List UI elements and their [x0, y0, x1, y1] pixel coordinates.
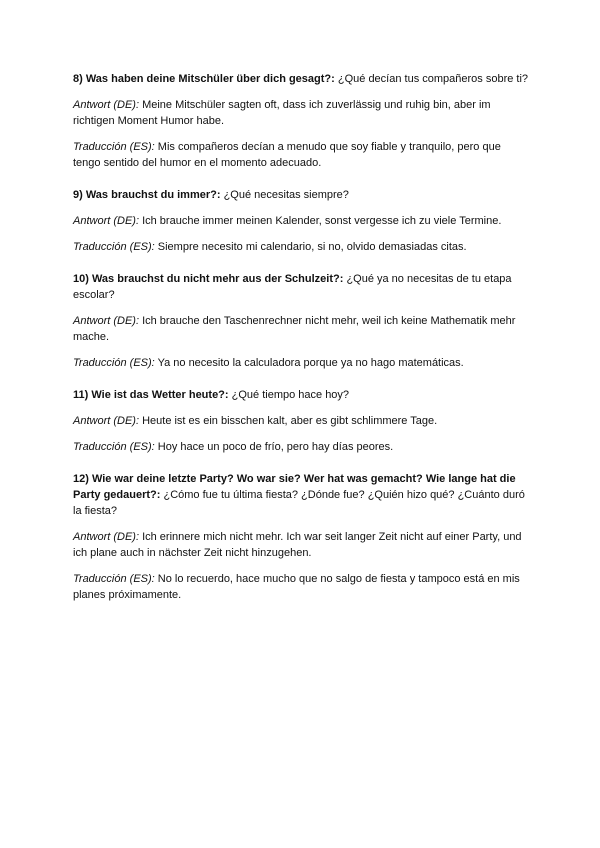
question	[73, 271, 531, 303]
qa-item-11	[73, 387, 531, 455]
question-es: ¿Qué tiempo hace hoy?	[231, 389, 350, 401]
translation	[73, 239, 531, 255]
question-de: 11) Wie ist das Wetter heute?:	[73, 389, 229, 401]
question	[73, 187, 531, 203]
answer-label: Antwort (DE):	[73, 531, 140, 543]
question-de: 9) Was brauchst du immer?:	[73, 189, 221, 201]
translation-text: Ya no necesito la calculadora porque ya no hago matemáticas.	[157, 357, 464, 369]
translation-text: No lo recuerdo, hace mucho que no salgo de fiesta y tampoco está en mis planes próximamente.	[73, 573, 520, 601]
answer	[73, 213, 531, 229]
translation	[73, 571, 531, 603]
question-es: ¿Cómo fue tu última fiesta? ¿Dónde fue? ¿Quién hizo qué? ¿Cuánto duró la fiesta?	[73, 489, 525, 517]
answer	[73, 313, 531, 345]
question-es: ¿Qué necesitas siempre?	[223, 189, 349, 201]
answer-text: Meine Mitschüler sagten oft, dass ich zuverlässig und ruhig bin, aber im richtigen Moment Humor habe.	[73, 99, 491, 127]
answer-text: Ich erinnere mich nicht mehr. Ich war seit langer Zeit nicht auf einer Party, und ich plane auch in nächster Zeit nicht hinzugehen.	[73, 531, 522, 559]
question-de: 8) Was haben deine Mitschüler über dich gesagt?:	[73, 73, 335, 85]
translation-text: Mis compañeros decían a menudo que soy fiable y tranquilo, pero que tengo sentido del humor en el momento adecuado.	[73, 141, 501, 169]
question	[73, 471, 531, 519]
question	[73, 71, 531, 87]
question	[73, 387, 531, 403]
translation-text: Hoy hace un poco de frío, pero hay días peores.	[157, 441, 394, 453]
answer-text: Ich brauche den Taschenrechner nicht mehr, weil ich keine Mathematik mehr mache.	[73, 315, 516, 343]
answer-label: Antwort (DE):	[73, 315, 140, 327]
answer-text: Heute ist es ein bisschen kalt, aber es gibt schlimmere Tage.	[142, 415, 438, 427]
translation-label: Traducción (ES):	[73, 141, 155, 153]
question-de: 10) Was brauchst du nicht mehr aus der Schulzeit?:	[73, 273, 344, 285]
answer-label: Antwort (DE):	[73, 415, 140, 427]
answer-label: Antwort (DE):	[73, 99, 140, 111]
translation-label: Traducción (ES):	[73, 573, 155, 585]
translation-label: Traducción (ES):	[73, 241, 155, 253]
answer-text: Ich brauche immer meinen Kalender, sonst vergesse ich zu viele Termine.	[142, 215, 502, 227]
qa-item-8	[73, 71, 531, 171]
answer	[73, 97, 531, 129]
question-es: ¿Qué decían tus compañeros sobre ti?	[337, 73, 529, 85]
answer	[73, 529, 531, 561]
qa-item-12	[73, 471, 531, 603]
translation	[73, 439, 531, 455]
answer	[73, 413, 531, 429]
qa-item-10	[73, 271, 531, 371]
translation-text: Siempre necesito mi calendario, si no, olvido demasiadas citas.	[157, 241, 467, 253]
translation	[73, 355, 531, 371]
document-page	[73, 71, 531, 619]
translation-label: Traducción (ES):	[73, 441, 155, 453]
translation-label: Traducción (ES):	[73, 357, 155, 369]
question-es: ¿Qué ya no necesitas de tu etapa escolar?	[73, 273, 512, 301]
translation	[73, 139, 531, 171]
qa-item-9	[73, 187, 531, 255]
answer-label: Antwort (DE):	[73, 215, 140, 227]
question-de: 12) Wie war deine letzte Party? Wo war sie? Wer hat was gemacht? Wie lange hat die Party gedauert?:	[73, 473, 516, 501]
